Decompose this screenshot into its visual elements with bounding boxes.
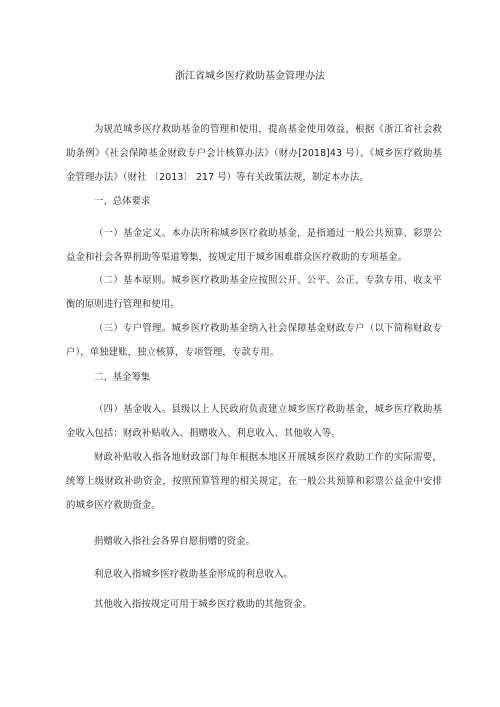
section-heading-general-requirements: 一、总体要求 <box>94 196 151 207</box>
intro-paragraph: 为规范城乡医疗救助基金的管理和使用，提高基金使用效益，根据《浙江省社会救助条例》《社会保障基金财政专户会计核算办法》（财办[2018]43 号）、《城乡医疗救助基金管理办法》（财社 〔2013〕 217 号）等有关政策法规，制定本办法。 <box>66 124 442 183</box>
subsidy-income-paragraph: 财政补贴收入指各地财政部门每年根据本地区开展城乡医疗救助工作的实际需要，统筹上级财政补助资金，按照预算管理的相关规定，在一般公共预算和彩票公益金中安排的城乡医疗救助资金。 <box>66 452 442 511</box>
section-heading-fund-raising: 二、基金筹集 <box>94 372 151 383</box>
item-basic-principles: （二）基本原则。城乡医疗救助基金应按照公开、公平、公正、专款专用、收支平衡的原则进行管理和使用。 <box>66 275 442 310</box>
item-fund-definition: （一）基金定义。本办法所称城乡医疗救助基金，是指通过一般公共预算、彩票公益金和社会各界捐助等渠道筹集，按规定用于城乡困难群众医疗救助的专项基金。 <box>66 228 442 263</box>
interest-income-paragraph: 利息收入指城乡医疗救助基金形成的利息收入。 <box>94 569 293 580</box>
item-special-account-management: （三）专户管理。城乡医疗救助基金纳入社会保障基金财政专户（以下简称财政专户），单独建账，独立核算，专项管理，专款专用。 <box>66 323 442 358</box>
donation-income-paragraph: 捐赠收入指社会各界自愿捐赠的资金。 <box>94 536 256 547</box>
other-income-paragraph: 其他收入指按规定可用于城乡医疗救助的其他资金。 <box>94 599 312 610</box>
item-fund-income: （四）基金收入。县级以上人民政府负责建立城乡医疗救助基金，城乡医疗救助基金收入包括：财政补贴收入、捐赠收入、利息收入、其他收入等。 <box>66 404 442 439</box>
document-title: 浙江省城乡医疗救助基金管理办法 <box>175 71 325 82</box>
